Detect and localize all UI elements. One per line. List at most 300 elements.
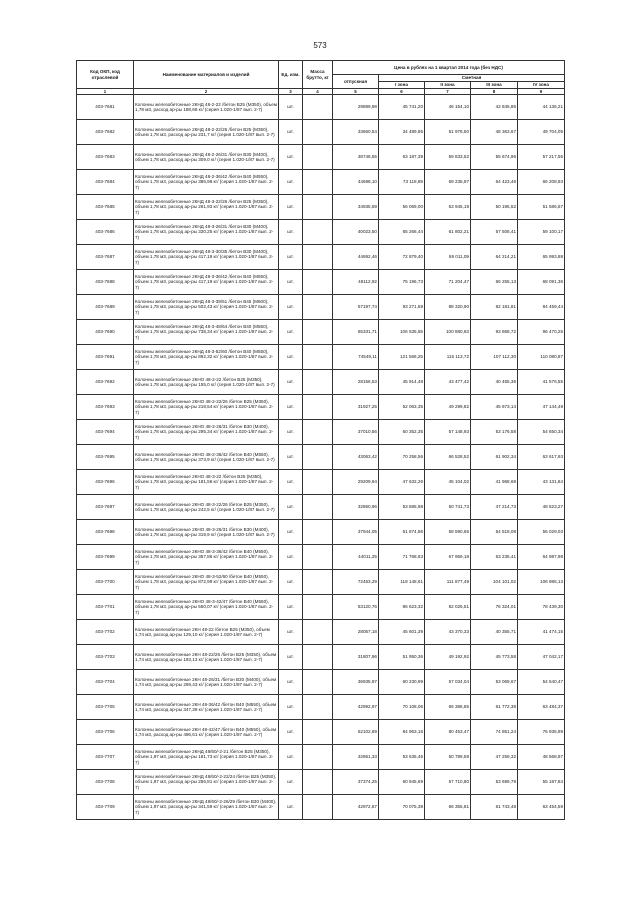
zone-4-price: 63 484,37 — [518, 695, 565, 720]
item-code: 403-7695 — [77, 445, 134, 470]
item-code: 403-7686 — [77, 220, 134, 245]
item-mass — [303, 645, 333, 670]
zone-4-price: 47 144,49 — [518, 395, 565, 420]
item-name: Колонны железобетонные 2КНО 48-2-22 /бетон B25 (M350), объем 1,78 м3, расход ар-ры 155,0 кг/ (серия 1.020-1/87 вып. 2-7) — [134, 370, 279, 395]
item-unit: шт. — [279, 670, 303, 695]
zone-3-price: 63 235,41 — [471, 545, 518, 570]
item-code: 403-7690 — [77, 320, 134, 345]
item-mass — [303, 445, 333, 470]
item-unit: шт. — [279, 645, 303, 670]
zone-2-price: 88 320,90 — [425, 295, 471, 320]
zone-3-price: 107 112,30 — [471, 345, 518, 370]
zone-1-price: 118 148,61 — [379, 570, 425, 595]
table-row — [77, 370, 565, 395]
zone-3-price: 40 455,36 — [471, 370, 518, 395]
item-name: Колонны железобетонные 2КН 48-26/31 /бетон B30 (M400), объем 1,74 м3, расход ар-ры 269,43 кг/ (серия 1.020-1/87 вып. 2-7) — [134, 670, 279, 695]
item-unit: шт. — [279, 445, 303, 470]
item-name: Колонны железобетонные 2КНД 48-2-36/42 /бетон B40 (M550), объем 1,78 м3, расход ар-ры 386,96 кг/ (серия 1.020-1/87 вып. 2-7) — [134, 170, 279, 195]
item-mass — [303, 370, 333, 395]
zone-3-price: 61 743,48 — [471, 795, 518, 820]
zone-4-price: 51 586,67 — [518, 195, 565, 220]
zone-4-price: 48 568,97 — [518, 745, 565, 770]
item-unit: шт. — [279, 145, 303, 170]
item-mass — [303, 545, 333, 570]
zone-2-price: 45 104,02 — [425, 470, 471, 495]
page-number: 573 — [313, 41, 327, 50]
zone-4-price: 48 523,27 — [518, 495, 565, 520]
table-row — [77, 220, 565, 245]
item-unit: шт. — [279, 470, 303, 495]
item-name: Колонны железобетонные 2КНД 48-3-26/31 /бетон B30 (M400), объем 1,78 м3, расход ар-ры 330,25 кг/ (серия 1.020-1/87 вып. 2-7) — [134, 220, 279, 245]
zone-1-price: 106 535,55 — [379, 320, 425, 345]
zone-4-price: 54 650,34 — [518, 420, 565, 445]
item-name: Колонны железобетонные 2КНО 48-3-52/60 /бетон B40 (M550), объем 1,78 м3, расход ар-ры 872,99 кг/ (серия 1.020-1/87 вып. 2-7) — [134, 570, 279, 595]
release-price: 52102,69 — [333, 720, 379, 745]
zone-2-price: 80 453,47 — [425, 720, 471, 745]
zone-4-price: 96 470,25 — [518, 320, 565, 345]
item-name: Колонны железобетонные 2КНД 48-3-48/64 /бетон B40 (M550), объем 1,78 м3, расход ар-ры 738,34 кг/ (серия 1.020-1/87 вып. 2-7) — [134, 320, 279, 345]
item-mass — [303, 95, 333, 120]
item-name: Колонны железобетонные 2КНД 48-3-30/35 /бетон B30 (M400), объем 1,78 м3, расход ар-ры 417,19 кг/ (серия 1.020-1/87 вып. 2-7) — [134, 245, 279, 270]
header-estimate-price: Сметная — [379, 75, 565, 82]
item-mass — [303, 295, 333, 320]
table-body — [77, 95, 565, 820]
table-row — [77, 95, 565, 120]
zone-4-price: 43 131,84 — [518, 470, 565, 495]
table-row — [77, 720, 565, 745]
zone-4-price: 54 540,47 — [518, 670, 565, 695]
release-price: 65331,71 — [333, 320, 379, 345]
zone-2-price: 69 235,97 — [425, 170, 471, 195]
item-mass — [303, 670, 333, 695]
release-price: 46112,92 — [333, 270, 379, 295]
release-price: 32860,96 — [333, 495, 379, 520]
zone-2-price: 49 299,82 — [425, 395, 471, 420]
zone-2-price: 50 789,58 — [425, 745, 471, 770]
item-code: 403-7702 — [77, 620, 134, 645]
zone-1-price: 72 879,40 — [379, 245, 425, 270]
release-price: 53120,76 — [333, 595, 379, 620]
item-code: 403-7685 — [77, 195, 134, 220]
item-code: 403-7682 — [77, 120, 134, 145]
item-unit: шт. — [279, 320, 303, 345]
item-code: 403-7684 — [77, 170, 134, 195]
zone-4-price: 76 935,99 — [518, 720, 565, 745]
item-code: 403-7689 — [77, 295, 134, 320]
item-mass — [303, 145, 333, 170]
table-row — [77, 145, 565, 170]
item-code: 403-7705 — [77, 695, 134, 720]
zone-3-price: 93 868,72 — [471, 320, 518, 345]
zone-3-price: 104 101,02 — [471, 570, 518, 595]
release-price: 42972,87 — [333, 795, 379, 820]
zone-1-price: 45 601,39 — [379, 620, 425, 645]
item-name: Колонны железобетонные 2КНД 48-3-39/51 /бетон B45 (M600), объем 1,78 м3, расход ар-ры 502,43 кг/ (серия 1.020-1/87 вып. 2-7) — [134, 295, 279, 320]
zone-4-price: 106 986,13 — [518, 570, 565, 595]
item-code: 403-7701 — [77, 595, 134, 620]
zone-1-price: 73 118,89 — [379, 170, 425, 195]
item-name: Колонны железобетонные 2КНО 48-3-42/47 /бетон B40 (M550), объем 1,78 м3, расход ар-ры 550,07 кг/ (серия 1.020-1/87 вып. 2-7) — [134, 595, 279, 620]
table-row — [77, 395, 565, 420]
column-number: 6 — [379, 89, 425, 95]
zone-2-price: 49 192,92 — [425, 645, 471, 670]
table-row — [77, 320, 565, 345]
table-row — [77, 520, 565, 545]
item-name: Колонны железобетонные 2КН 48-42/47 /бетон B40 (M550), объем 1,74 м3, расход ар-ры 496,61 кг/ (серия 1.020-1/87 вып. 2-7) — [134, 720, 279, 745]
release-price: 72453,29 — [333, 570, 379, 595]
table-row — [77, 120, 565, 145]
zone-1-price: 47 632,26 — [379, 470, 425, 495]
zone-1-price: 63 187,39 — [379, 145, 425, 170]
item-code: 403-7696 — [77, 470, 134, 495]
zone-3-price: 53 176,58 — [471, 420, 518, 445]
item-code: 403-7691 — [77, 345, 134, 370]
item-code: 403-7709 — [77, 795, 134, 820]
item-name: Колонны железобетонные 2КН 48-22 /бетон B25 (M350), объем 1,74 м3, расход ар-ры 129,10 кг/ (серия 1.020-1/87 вып. 2-7) — [134, 620, 279, 645]
header-zone-2: II зона — [425, 82, 471, 89]
item-mass — [303, 120, 333, 145]
zone-2-price: 58 590,65 — [425, 520, 471, 545]
zone-3-price: 57 506,41 — [471, 220, 518, 245]
item-code: 403-7693 — [77, 395, 134, 420]
zone-1-price: 45 914,48 — [379, 370, 425, 395]
release-price: 29889,98 — [333, 95, 379, 120]
table-row — [77, 670, 565, 695]
zone-1-price: 45 741,20 — [379, 95, 425, 120]
item-name: Колонны железобетонные 2КНД 48-3-52/60 /бетон B40 (M550), объем 1,78 м3, расход ар-ры 892,32 кг/ (серия 1.020-1/87 вып. 2-7) — [134, 345, 279, 370]
table-row — [77, 495, 565, 520]
item-unit: шт. — [279, 170, 303, 195]
item-mass — [303, 720, 333, 745]
zone-4-price: 44 136,21 — [518, 95, 565, 120]
zone-4-price: 49 704,05 — [518, 120, 565, 145]
zone-3-price: 50 195,52 — [471, 195, 518, 220]
release-price: 36935,97 — [333, 670, 379, 695]
item-unit: шт. — [279, 295, 303, 320]
release-price: 28156,53 — [333, 370, 379, 395]
zone-2-price: 69 011,09 — [425, 245, 471, 270]
zone-1-price: 61 874,86 — [379, 520, 425, 545]
item-unit: шт. — [279, 420, 303, 445]
zone-2-price: 46 154,10 — [425, 95, 471, 120]
item-unit: шт. — [279, 770, 303, 795]
release-price: 37010,56 — [333, 420, 379, 445]
zone-3-price: 53 069,67 — [471, 670, 518, 695]
item-name: Колонны железобетонные 2КНД 48/60/-2-26/29 /бетон B30 (M400), объем 1,97 м3, расход ар-ры 341,59 кг/ (серия 1.020-1/87 вып. 2-7) — [134, 795, 279, 820]
item-code: 403-7697 — [77, 495, 134, 520]
table-row — [77, 795, 565, 820]
zone-1-price: 34 489,95 — [379, 120, 425, 145]
zone-3-price: 64 423,46 — [471, 170, 518, 195]
item-mass — [303, 395, 333, 420]
zone-3-price: 66 255,13 — [471, 270, 518, 295]
item-name: Колонны железобетонные 2КН 48-36/42 /бетон B40 (M550), объем 1,74 м3, расход ар-ры 347,39 кг/ (серия 1.020-1/87 вып. 2-7) — [134, 695, 279, 720]
item-name: Колонны железобетонные 2КНД 48-3-22/26 /бетон B25 (M350), объем 1,78 м3, расход ар-ры 261,93 кг/ (серия 1.020-1/87 вып. 2-7) — [134, 195, 279, 220]
header-mass: Масса брутто, кг — [303, 61, 333, 89]
zone-1-price: 56 069,00 — [379, 195, 425, 220]
zone-3-price: 61 772,38 — [471, 695, 518, 720]
item-name: Колонны железобетонные 2КНО 48-3-22/26 /бетон B25 (M350), объем 1,78 м3, расход ар-ры 242,5 кг/ (серия 1.020-1/87 вып. 2-7) — [134, 495, 279, 520]
zone-1-price: 70 108,06 — [379, 695, 425, 720]
zone-3-price: 45 773,58 — [471, 645, 518, 670]
item-mass — [303, 170, 333, 195]
zone-2-price: 57 148,93 — [425, 420, 471, 445]
item-code: 403-7699 — [77, 545, 134, 570]
item-mass — [303, 495, 333, 520]
item-mass — [303, 245, 333, 270]
zone-2-price: 43 477,42 — [425, 370, 471, 395]
column-number: 9 — [518, 89, 565, 95]
item-unit: шт. — [279, 345, 303, 370]
zone-1-price: 86 623,32 — [379, 595, 425, 620]
table-row — [77, 620, 565, 645]
zone-3-price: 64 214,21 — [471, 245, 518, 270]
zone-2-price: 67 959,18 — [425, 545, 471, 570]
zone-1-price: 71 768,63 — [379, 545, 425, 570]
zone-1-price: 75 196,73 — [379, 270, 425, 295]
table-row — [77, 295, 565, 320]
zone-2-price: 57 710,80 — [425, 770, 471, 795]
table-row — [77, 745, 565, 770]
column-number: 5 — [333, 89, 379, 95]
item-unit: шт. — [279, 570, 303, 595]
release-price: 32861,33 — [333, 745, 379, 770]
header-name: Наименование материалов и изделий — [134, 61, 279, 89]
zone-3-price: 47 214,73 — [471, 495, 518, 520]
zone-4-price: 65 993,88 — [518, 245, 565, 270]
release-price: 42992,97 — [333, 695, 379, 720]
column-number: 7 — [425, 89, 471, 95]
release-price: 37374,25 — [333, 770, 379, 795]
zone-3-price: 48 363,67 — [471, 120, 518, 145]
zone-3-price: 40 355,71 — [471, 620, 518, 645]
table-row — [77, 195, 565, 220]
zone-1-price: 52 063,35 — [379, 395, 425, 420]
zone-2-price: 111 877,49 — [425, 570, 471, 595]
zone-3-price: 47 259,32 — [471, 745, 518, 770]
column-number: 4 — [303, 89, 333, 95]
item-unit: шт. — [279, 245, 303, 270]
item-unit: шт. — [279, 95, 303, 120]
release-price: 28057,18 — [333, 620, 379, 645]
item-name: Колонны железобетонные 2КНО 48-2-26/31 /бетон B30 (M400), объем 1,78 м3, расход ар-ры 295,34 кг/ (серия 1.020-1/87 вып. 2-7) — [134, 420, 279, 445]
price-table — [76, 60, 565, 820]
zone-1-price: 51 950,36 — [379, 645, 425, 670]
zone-3-price: 76 324,01 — [471, 595, 518, 620]
header-zone-4: IV зона — [518, 82, 565, 89]
item-code: 403-7700 — [77, 570, 134, 595]
zone-4-price: 84 459,44 — [518, 295, 565, 320]
table-row — [77, 445, 565, 470]
zone-1-price: 65 266,44 — [379, 220, 425, 245]
item-unit: шт. — [279, 595, 303, 620]
zone-3-price: 74 861,24 — [471, 720, 518, 745]
release-price: 31807,96 — [333, 645, 379, 670]
zone-4-price: 41 576,55 — [518, 370, 565, 395]
item-mass — [303, 770, 333, 795]
zone-4-price: 78 439,30 — [518, 595, 565, 620]
column-number: 1 — [77, 89, 134, 95]
item-name: Колонны железобетонные 2КНД 48-2-22 /бетон B25 (M350), объем 1,78 м3, расход ар-ры 188,68 кг/ (серия 1.020-1/87 вып. 2-7) — [134, 95, 279, 120]
release-price: 44692,46 — [333, 245, 379, 270]
item-unit: шт. — [279, 620, 303, 645]
zone-1-price: 93 271,59 — [379, 295, 425, 320]
item-unit: шт. — [279, 495, 303, 520]
zone-3-price: 82 181,81 — [471, 295, 518, 320]
item-unit: шт. — [279, 195, 303, 220]
item-mass — [303, 470, 333, 495]
item-mass — [303, 620, 333, 645]
zone-1-price: 53 635,45 — [379, 745, 425, 770]
zone-3-price: 45 873,14 — [471, 395, 518, 420]
item-name: Колонны железобетонные 2КНО 48-3-36/42 /бетон B40 (M550), объем 1,78 м3, расход ар-ры 357,86 кг/ (серия 1.020-1/87 вып. 2-7) — [134, 545, 279, 570]
item-mass — [303, 270, 333, 295]
table-row — [77, 245, 565, 270]
item-mass — [303, 520, 333, 545]
zone-3-price: 54 518,08 — [471, 520, 518, 545]
zone-2-price: 61 802,21 — [425, 220, 471, 245]
zone-3-price: 61 902,34 — [471, 445, 518, 470]
zone-4-price: 59 100,17 — [518, 220, 565, 245]
zone-1-price: 121 566,25 — [379, 345, 425, 370]
zone-1-price: 70 258,56 — [379, 445, 425, 470]
item-unit: шт. — [279, 745, 303, 770]
item-code: 403-7692 — [77, 370, 134, 395]
table-header — [77, 61, 565, 95]
release-price: 44011,25 — [333, 545, 379, 570]
release-price: 37944,05 — [333, 520, 379, 545]
zone-2-price: 100 880,83 — [425, 320, 471, 345]
zone-1-price: 84 963,16 — [379, 720, 425, 745]
zone-2-price: 66 528,52 — [425, 445, 471, 470]
table-row — [77, 770, 565, 795]
item-mass — [303, 195, 333, 220]
table-row — [77, 270, 565, 295]
zone-2-price: 50 741,73 — [425, 495, 471, 520]
table-row — [77, 170, 565, 195]
release-price: 44698,10 — [333, 170, 379, 195]
release-price: 74549,11 — [333, 345, 379, 370]
zone-2-price: 51 978,50 — [425, 120, 471, 145]
zone-1-price: 53 585,98 — [379, 495, 425, 520]
table-row — [77, 570, 565, 595]
item-code: 403-7687 — [77, 245, 134, 270]
item-code: 403-7683 — [77, 145, 134, 170]
item-name: Колонны железобетонные 2КН 48-22/26 /бетон B25 (M350), объем 1,74 м3, расход ар-ры 193,13 кг/ (серия 1.020-1/87 вып. 2-7) — [134, 645, 279, 670]
zone-4-price: 55 187,84 — [518, 770, 565, 795]
item-mass — [303, 570, 333, 595]
item-code: 403-7688 — [77, 270, 134, 295]
item-code: 403-7706 — [77, 720, 134, 745]
item-unit: шт. — [279, 220, 303, 245]
item-unit: шт. — [279, 120, 303, 145]
zone-2-price: 66 355,81 — [425, 795, 471, 820]
zone-3-price: 55 674,96 — [471, 145, 518, 170]
release-price: 31927,25 — [333, 395, 379, 420]
item-name: Колонны железобетонные 2КНД 48-2-26/31 /бетон B30 (M400), объем 1,78 м3, расход ар-ры 309,0 кг/ (серия 1.020-1/87 вып. 2-7) — [134, 145, 279, 170]
item-unit: шт. — [279, 520, 303, 545]
item-unit: шт. — [279, 370, 303, 395]
header-unit: Ед. изм. — [279, 61, 303, 89]
column-number: 2 — [134, 89, 279, 95]
zone-2-price: 43 370,33 — [425, 620, 471, 645]
item-code: 403-7708 — [77, 770, 134, 795]
table-row — [77, 695, 565, 720]
item-name: Колонны железобетонные 2КНО 48-3-22 /бетон B25 (M350), объем 1,78 м3, расход ар-ры 181,56 кг/ (серия 1.020-1/87 вып. 2-7) — [134, 470, 279, 495]
zone-2-price: 115 113,72 — [425, 345, 471, 370]
zone-2-price: 71 204,47 — [425, 270, 471, 295]
zone-2-price: 57 034,04 — [425, 670, 471, 695]
zone-1-price: 70 075,38 — [379, 795, 425, 820]
zone-3-price: 42 845,86 — [471, 95, 518, 120]
item-name: Колонны железобетонные 2КНД 48-3-36/42 /бетон B40 (M550), объем 1,78 м3, расход ар-ры 417,19 кг/ (серия 1.020-1/87 вып. 2-7) — [134, 270, 279, 295]
table-row — [77, 545, 565, 570]
zone-1-price: 60 945,69 — [379, 770, 425, 795]
release-price: 33660,54 — [333, 120, 379, 145]
zone-1-price: 60 352,35 — [379, 420, 425, 445]
release-price: 38746,55 — [333, 145, 379, 170]
zone-2-price: 66 386,85 — [425, 695, 471, 720]
column-number: 8 — [471, 89, 518, 95]
item-name: Колонны железобетонные 2КНО 48-3-26/31 /бетон B30 (M400), объем 1,78 м3, расход ар-ры 319,9 кг/ (серия 1.020-1/87 вып. 2-7) — [134, 520, 279, 545]
item-code: 403-7694 — [77, 420, 134, 445]
item-unit: шт. — [279, 270, 303, 295]
item-unit: шт. — [279, 695, 303, 720]
zone-4-price: 68 091,36 — [518, 270, 565, 295]
zone-4-price: 63 617,93 — [518, 445, 565, 470]
item-unit: шт. — [279, 545, 303, 570]
item-name: Колонны железобетонные 2КНО 48-2-36/42 /бетон B40 (M550), объем 1,78 м3, расход ар-ры 373,9 кг/ (серия 1.020-1/87 вып. 2-7) — [134, 445, 279, 470]
column-number: 3 — [279, 89, 303, 95]
header-release-price: отпускная — [333, 75, 379, 89]
release-price: 29209,94 — [333, 470, 379, 495]
table-row — [77, 420, 565, 445]
release-price: 57197,74 — [333, 295, 379, 320]
zone-4-price: 66 208,93 — [518, 170, 565, 195]
zone-4-price: 63 454,59 — [518, 795, 565, 820]
table-row — [77, 595, 565, 620]
release-price: 43063,42 — [333, 445, 379, 470]
header-price-title: Цена в рублях на 1 квартал 2014 года (без НДС) — [333, 61, 565, 75]
zone-2-price: 53 945,19 — [425, 195, 471, 220]
item-name: Колонны железобетонные 2КНД 48/60/-2-21 /бетон B25 (M350), объем 1,97 м3, расход ар-ры 181,73 кг/ (серия 1.020-1/87 вып. 2-7) — [134, 745, 279, 770]
item-code: 403-7707 — [77, 745, 134, 770]
zone-4-price: 64 987,98 — [518, 545, 565, 570]
header-zone-1: I зона — [379, 82, 425, 89]
zone-2-price: 82 025,51 — [425, 595, 471, 620]
item-code: 403-7703 — [77, 645, 134, 670]
zone-1-price: 60 230,99 — [379, 670, 425, 695]
header-zone-3: III зона — [471, 82, 518, 89]
zone-4-price: 47 042,17 — [518, 645, 565, 670]
item-unit: шт. — [279, 720, 303, 745]
release-price: 40023,50 — [333, 220, 379, 245]
item-mass — [303, 695, 333, 720]
item-code: 403-7681 — [77, 95, 134, 120]
item-mass — [303, 220, 333, 245]
table-row — [77, 645, 565, 670]
item-unit: шт. — [279, 795, 303, 820]
item-unit: шт. — [279, 395, 303, 420]
item-mass — [303, 345, 333, 370]
item-code: 403-7704 — [77, 670, 134, 695]
zone-4-price: 56 029,03 — [518, 520, 565, 545]
table-row — [77, 345, 565, 370]
zone-3-price: 41 968,69 — [471, 470, 518, 495]
item-mass — [303, 320, 333, 345]
item-mass — [303, 595, 333, 620]
item-mass — [303, 420, 333, 445]
